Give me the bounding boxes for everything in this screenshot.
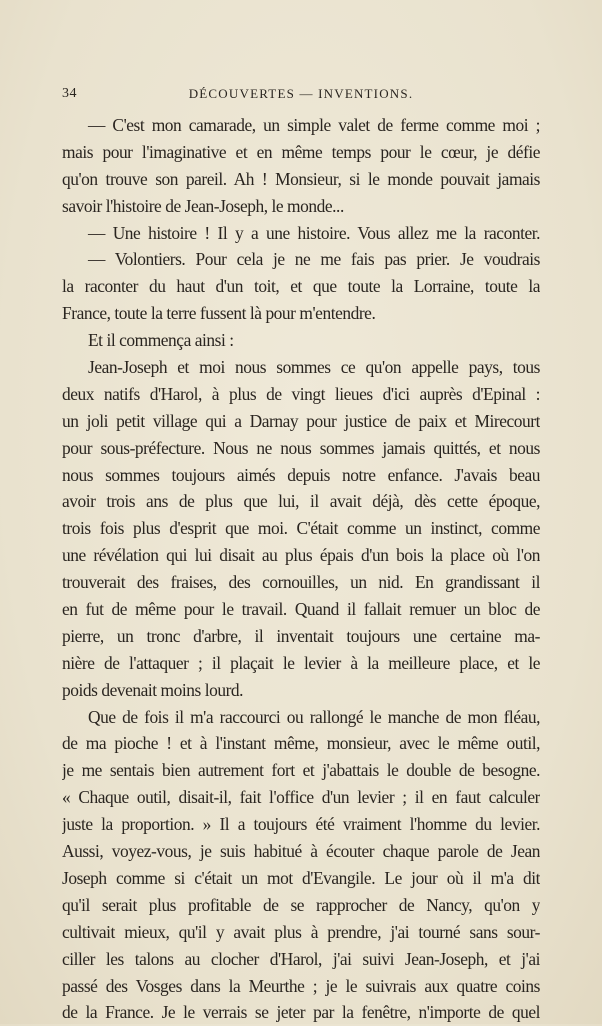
text-line: nière de l'attaquer ; il plaçait le levier à la meilleure place, et le [62, 652, 540, 673]
text-line: la raconter du haut d'un toit, et que toute la Lorraine, toute la [62, 276, 540, 297]
text-line: ciller les talons au clocher d'Harol, j'ai suivi Jean-Joseph, et j'ai [62, 948, 540, 969]
page-header [62, 86, 540, 108]
page-number: 34 [62, 86, 77, 101]
text-line: poids devenait moins lourd. [62, 679, 244, 700]
text-line: savoir l'histoire de Jean-Joseph, le monde... [62, 195, 344, 216]
text-line: de la France. Je le verrais se jeter par la fenêtre, n'importe de quel [62, 1002, 540, 1023]
text-line: Aussi, voyez-vous, je suis habitué à écouter chaque parole de Jean [62, 841, 540, 862]
text-line: trouverait des fraises, des cornouilles, un nid. En grandissant il [62, 572, 540, 593]
text-line: juste la proportion. » Il a toujours été vraiment l'homme du levier. [62, 814, 540, 835]
text-line: de ma pioche ! et à l'instant même, monsieur, avec le même outil, [62, 733, 540, 754]
text-line: — Volontiers. Pour cela je ne me fais pas prier. Je voudrais [88, 249, 540, 270]
running-head: DÉCOUVERTES — INVENTIONS. [188, 86, 414, 101]
text-line: « Chaque outil, disait-il, fait l'office d'un levier ; il en faut calculer [62, 787, 540, 808]
text-line: mais pour l'imaginative et en même temps pour le cœur, je défie [62, 141, 540, 162]
text-line: Que de fois il m'a raccourci ou rallongé le manche de mon fléau, [88, 706, 540, 727]
text-line: deux natifs d'Harol, à plus de vingt lieues d'ici auprès d'Epinal : [62, 383, 540, 404]
text-line: Joseph comme si c'était un mot d'Evangile. Le jour où il m'a dit [62, 867, 540, 888]
text-line: Et il commença ainsi : [88, 330, 234, 351]
text-line: en fut de même pour le travail. Quand il fallait remuer un bloc de [62, 599, 540, 620]
text-line: — C'est mon camarade, un simple valet de ferme comme moi ; [88, 115, 540, 135]
text-line: passé des Vosges dans la Meurthe ; je le suivrais aux quatre coins [62, 975, 540, 996]
body-text [62, 112, 540, 1026]
text-line: France, toute la terre fussent là pour m'entendre. [62, 303, 376, 324]
text-line: un joli petit village qui a Darnay pour justice de paix et Mirecourt [62, 410, 540, 431]
text-line: trois fois plus d'esprit que moi. C'était comme un instinct, comme [62, 518, 540, 539]
text-line: nous sommes toujours aimés depuis notre enfance. J'avais beau [62, 464, 540, 485]
text-line: pierre, un tronc d'arbre, il inventait toujours une certaine ma- [62, 625, 540, 646]
text-line: Jean-Joseph et moi nous sommes ce qu'on appelle pays, tous [88, 357, 540, 378]
text-line: je me sentais bien autrement fort et j'abattais le double de besogne. [62, 760, 540, 781]
text-line: — Une histoire ! Il y a une histoire. Vous allez me la raconter. [88, 222, 540, 243]
text-line: qu'il serait plus profitable de se rapprocher de Nancy, qu'on y [62, 894, 540, 915]
text-line: cultivait mieux, qu'il y avait plus à prendre, j'ai tourné sans sour- [62, 921, 540, 942]
text-line: qu'on trouve son pareil. Ah ! Monsieur, si le monde pouvait jamais [62, 168, 540, 189]
text-line: pour sous-préfecture. Nous ne nous sommes jamais quittés, et nous [62, 437, 540, 458]
text-line: une révélation qui lui disait au plus épais d'un bois la place où l'on [62, 545, 540, 566]
text-line: avoir trois ans de plus que lui, il avait déjà, dès cette époque, [62, 491, 540, 512]
